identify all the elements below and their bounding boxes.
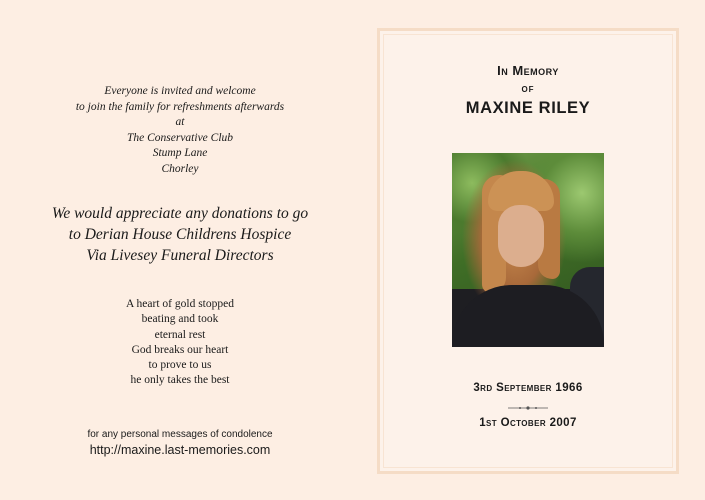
poem-line: to prove to us [148,359,212,372]
memorial-poem [0,297,360,389]
donation-line: Via Livesey Funeral Directors [86,247,274,264]
memory-heading: In Memory [497,63,559,78]
condolence-link[interactable]: http://maxine.last-memories.com [89,443,271,457]
deceased-name: MAXINE RILEY [465,99,591,117]
photo-face [498,205,544,267]
poem-line: beating and took [141,313,219,326]
invitation-line: to join the family for refreshments afterwards [75,100,285,113]
poem-line: A heart of gold stopped [126,298,234,310]
invitation-line: at [175,116,185,128]
condolence-note: for any personal messages of condolence [87,429,273,440]
invitation-text [0,84,360,177]
poem-line: eternal rest [154,328,206,341]
poem-line: God breaks our heart [131,343,229,356]
poem-line: he only takes the best [130,374,230,387]
condolence-section [0,428,360,458]
birth-date: 3rd September 1966 [473,382,583,394]
invitation-line: Everyone is invited and welcome [104,85,256,97]
memory-of: of [521,81,535,95]
donation-line: to Derian House Childrens Hospice [68,226,292,243]
death-date: 1st October 2007 [479,417,577,429]
memorial-card [377,28,679,474]
donation-line: We would appreciate any donations to go [51,205,309,222]
donation-request [0,203,360,266]
invitation-line: The Conservative Club [126,131,234,144]
portrait-photo [452,153,604,347]
ornament-divider-icon [508,404,548,412]
invitation-line: Stump Lane [152,147,208,159]
invitation-line: Chorley [161,162,199,175]
